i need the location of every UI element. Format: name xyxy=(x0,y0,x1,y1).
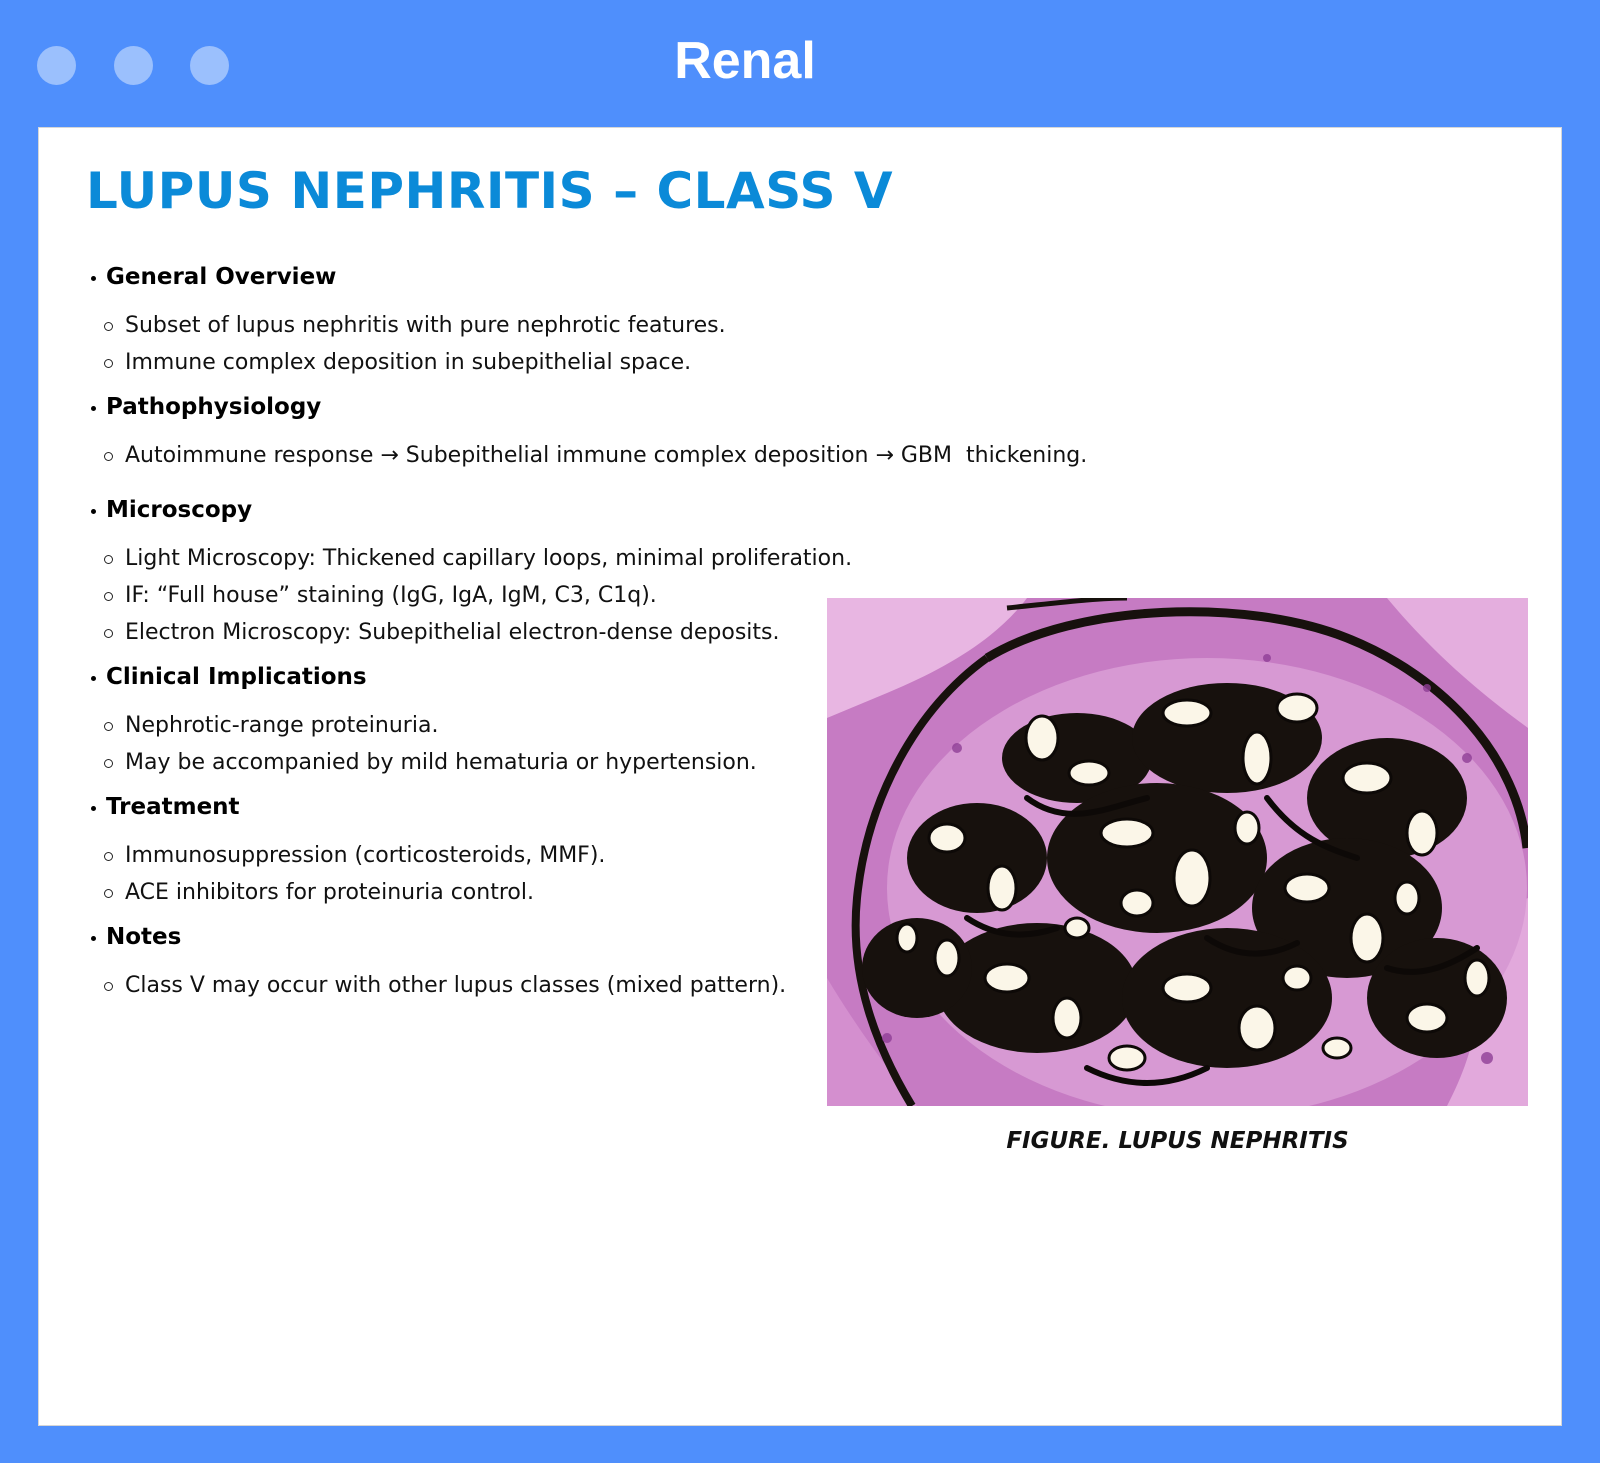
page-title: LUPUS NEPHRITIS – CLASS V xyxy=(86,162,894,220)
circle-bullet-icon xyxy=(104,592,113,601)
section-heading-text: Pathophysiology xyxy=(106,394,322,420)
circle-bullet-icon xyxy=(104,759,113,768)
section-heading xyxy=(89,494,1109,526)
circle-bullet-icon xyxy=(104,359,113,368)
circle-bullet-icon xyxy=(104,322,113,331)
list-item-text: Immunosuppression (corticosteroids, MMF). xyxy=(125,843,606,868)
section-heading-text: Clinical Implications xyxy=(106,664,367,690)
content-panel xyxy=(38,127,1562,1426)
section-heading-text: General Overview xyxy=(106,264,337,290)
circle-bullet-icon xyxy=(104,982,113,991)
item-list xyxy=(89,307,1109,381)
window-title: Renal xyxy=(674,32,816,90)
list-item-text: IF: “Full house” staining (IgG, IgA, IgM, C3, C1q). xyxy=(125,583,657,608)
list-item-text: Immune complex deposition in subepithelial space. xyxy=(125,350,692,375)
list-item-text: Light Microscopy: Thickened capillary loops, minimal proliferation. xyxy=(125,546,853,571)
list-item xyxy=(89,437,1109,474)
list-item-text: Class V may occur with other lupus classes (mixed pattern). xyxy=(125,973,787,998)
circle-bullet-icon xyxy=(104,555,113,564)
histology-figure-image xyxy=(827,598,1528,1106)
bullet-icon xyxy=(91,509,96,514)
bullet-icon xyxy=(91,406,96,411)
list-item-text: Electron Microscopy: Subepithelial electron-dense deposits. xyxy=(125,620,780,645)
section-general-overview xyxy=(89,261,1109,381)
bullet-icon xyxy=(91,936,96,941)
list-item-text: Subset of lupus nephritis with pure nephrotic features. xyxy=(125,313,726,338)
circle-bullet-icon xyxy=(104,852,113,861)
bullet-icon xyxy=(91,806,96,811)
list-item-text: Nephrotic-range proteinuria. xyxy=(125,713,439,738)
list-item-text: Autoimmune response → Subepithelial immune complex deposition → GBM thickening. xyxy=(125,443,1088,468)
circle-bullet-icon xyxy=(104,629,113,638)
list-item xyxy=(89,344,1109,381)
list-item xyxy=(89,307,1109,344)
section-heading-text: Microscopy xyxy=(106,497,253,523)
circle-bullet-icon xyxy=(104,722,113,731)
section-heading-text: Notes xyxy=(106,924,182,950)
list-item-text: ACE inhibitors for proteinuria control. xyxy=(125,880,534,905)
section-heading xyxy=(89,261,1109,293)
item-list xyxy=(89,437,1109,474)
figure-caption: FIGURE. LUPUS NEPHRITIS xyxy=(1006,1128,1349,1154)
circle-bullet-icon xyxy=(104,452,113,461)
window-titlebar xyxy=(0,0,1600,127)
section-pathophysiology xyxy=(89,391,1109,474)
bullet-icon xyxy=(91,276,96,281)
section-heading xyxy=(89,391,1109,423)
bullet-icon xyxy=(91,676,96,681)
section-heading-text: Treatment xyxy=(106,794,240,820)
list-item-text: May be accompanied by mild hematuria or hypertension. xyxy=(125,750,757,775)
circle-bullet-icon xyxy=(104,889,113,898)
list-item xyxy=(89,540,1109,577)
